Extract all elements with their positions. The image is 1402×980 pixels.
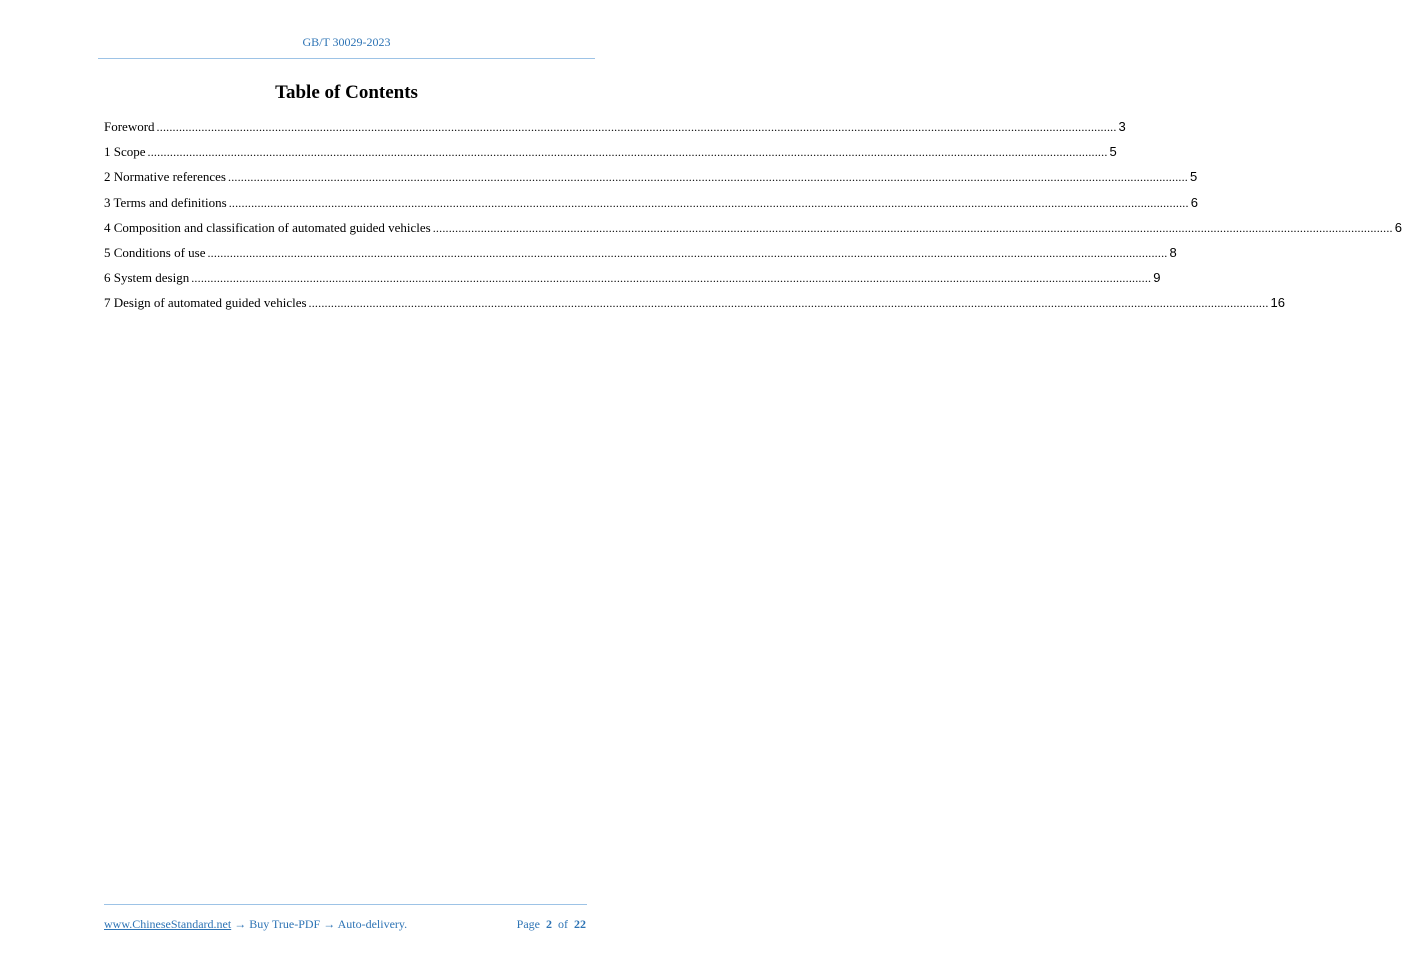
toc-entry-page: 3: [1118, 119, 1126, 134]
toc-entry-conditions-of-use[interactable]: [104, 243, 1177, 268]
toc-entry-page: 6: [1190, 194, 1198, 210]
auto-delivery-text: Auto-delivery.: [337, 917, 408, 931]
toc-entry-label: 1 Scope: [104, 144, 146, 160]
footer-promo: [104, 917, 407, 932]
total-page-number: 22: [574, 917, 586, 931]
toc-title: Table of Contents: [275, 82, 418, 103]
toc-entry-page: 6: [1394, 219, 1402, 235]
toc-leader-dots: ............................................................................................................................................................................................................................................................................................................: [432, 220, 1393, 235]
toc-entry-label: 3 Terms and definitions: [104, 194, 227, 210]
toc-leader-dots: ............................................................................................................................................................................................................................................................................................................: [308, 296, 1269, 311]
toc-leader-dots: ............................................................................................................................................................................................................................................................................................................: [191, 271, 1152, 286]
arrow-right-icon: →: [234, 917, 247, 931]
header-divider: [98, 58, 595, 59]
toc-leader-dots: ............................................................................................................................................................................................................................................................................................................: [228, 195, 1189, 210]
toc-entry-label: 7 Design of automated guided vehicles: [104, 295, 307, 311]
footer-divider: [104, 904, 587, 905]
toc-entry-design-agv[interactable]: [104, 293, 1285, 318]
toc-leader-dots: ............................................................................................................................................................................................................................................................................................................: [156, 120, 1117, 134]
toc-leader-dots: ............................................................................................................................................................................................................................................................................................................: [207, 245, 1168, 260]
toc-list: [104, 117, 1402, 319]
toc-leader-dots: ............................................................................................................................................................................................................................................................................................................: [147, 145, 1108, 160]
arrow-right-icon: →: [323, 917, 336, 931]
toc-entry-normative-references[interactable]: [104, 167, 1198, 192]
page-indicator: [517, 917, 586, 932]
buy-true-pdf-link[interactable]: Buy True-PDF: [249, 917, 321, 931]
website-link[interactable]: www.ChineseStandard.net: [104, 917, 232, 931]
page-header-title: GB/T 30029-2023: [302, 35, 391, 49]
toc-entry-label: 4 Composition and classification of automated guided vehicles: [104, 219, 431, 235]
of-word: of: [558, 917, 568, 931]
toc-entry-page: 8: [1169, 244, 1177, 260]
toc-entry-label: 2 Normative references: [104, 169, 226, 185]
toc-entry-system-design[interactable]: [104, 268, 1161, 293]
page-word: Page: [516, 917, 540, 931]
toc-entry-label: 5 Conditions of use: [104, 244, 206, 260]
toc-entry-terms-definitions[interactable]: [104, 193, 1198, 218]
toc-entry-label: Foreword: [104, 119, 155, 134]
toc-entry-composition-classification[interactable]: [104, 218, 1402, 243]
toc-entry-page: 5: [1109, 144, 1117, 160]
toc-entry-label: 6 System design: [104, 270, 190, 286]
toc-leader-dots: ............................................................................................................................................................................................................................................................................................................: [228, 170, 1188, 185]
toc-entry-foreword[interactable]: [104, 117, 1126, 142]
toc-entry-page: 5: [1190, 169, 1198, 185]
current-page-number: 2: [546, 917, 552, 931]
toc-entry-page: 16: [1270, 295, 1285, 311]
toc-entry-scope[interactable]: [104, 142, 1117, 167]
toc-entry-page: 9: [1153, 270, 1161, 286]
